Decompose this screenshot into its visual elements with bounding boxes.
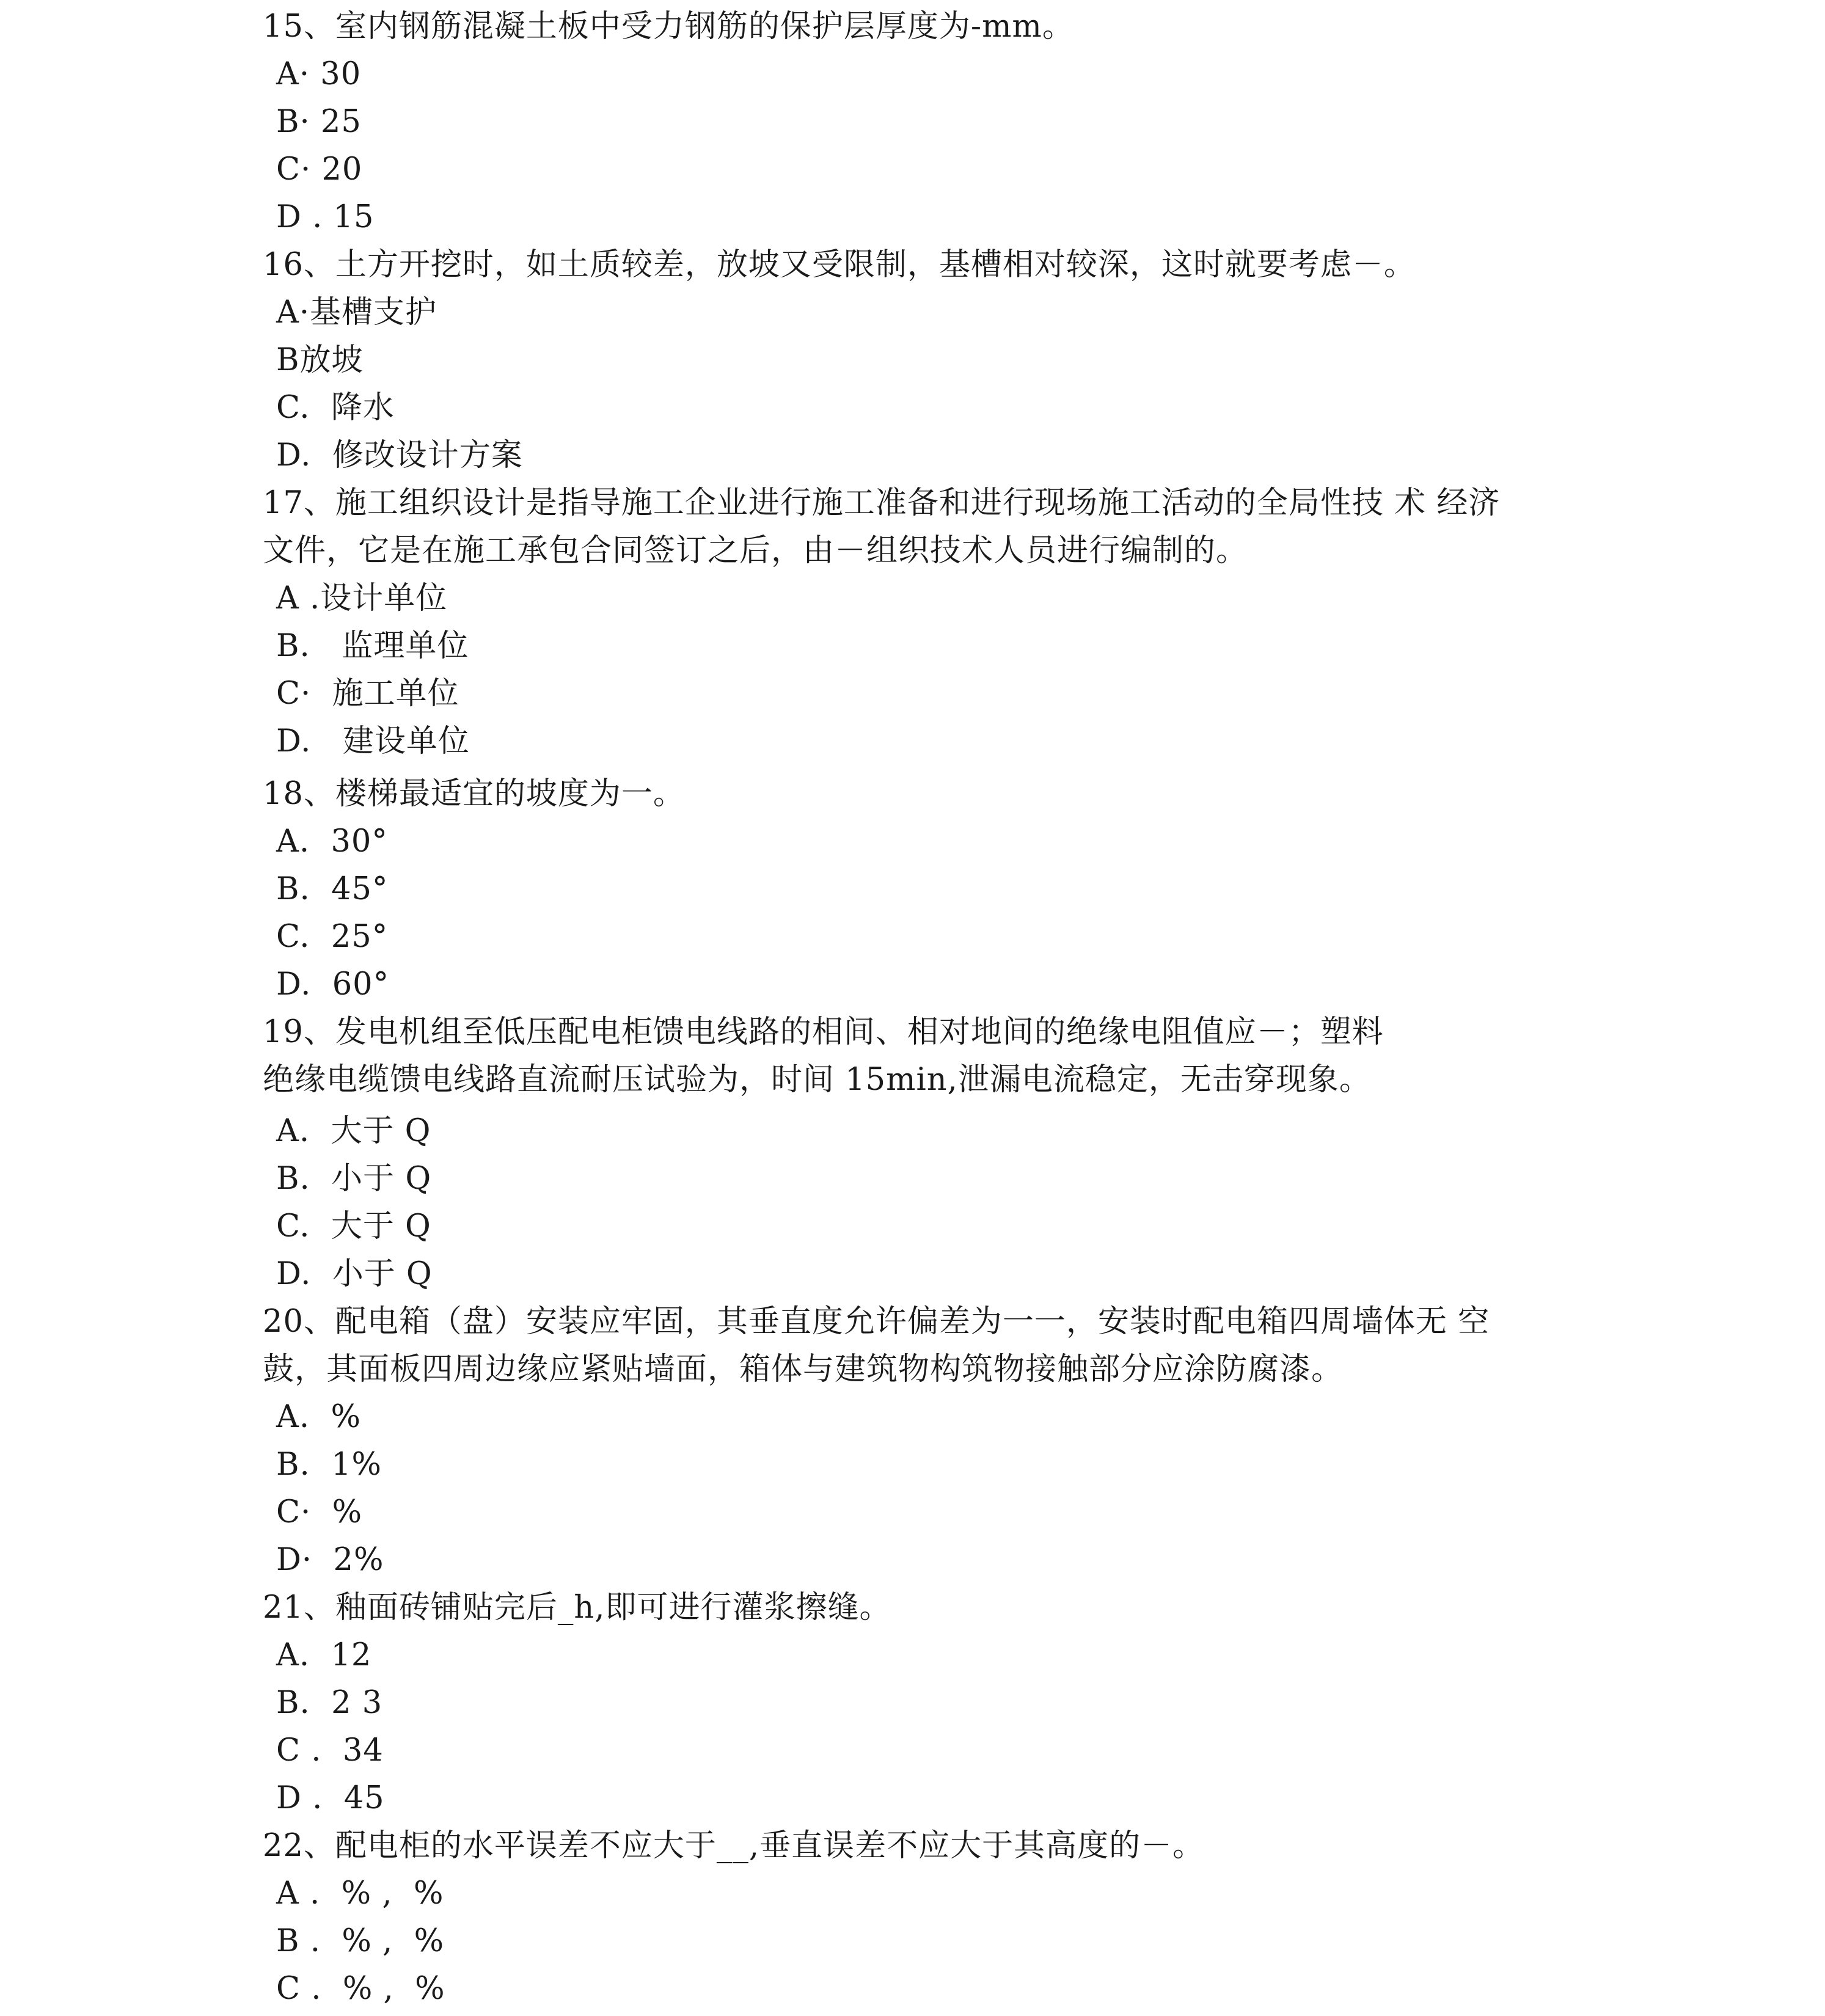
question-17-stem: 17、施工组织设计是指导施工企业进行施工准备和进行现场施工活动的全局性技 术 经济 bbox=[263, 485, 1501, 521]
question-18-option-b: B. 45° bbox=[276, 871, 389, 907]
question-19-option-b: B. 小于 Q bbox=[276, 1161, 432, 1197]
question-20-option-b: B. 1% bbox=[276, 1447, 382, 1483]
question-19-option-d: D. 小于 Q bbox=[276, 1256, 433, 1292]
question-21-option-d: D . 45 bbox=[276, 1780, 385, 1816]
question-17-option-b: B. 监理单位 bbox=[276, 628, 469, 664]
question-20-stem: 20、配电箱（盘）安装应牢固，其垂直度允许偏差为一一，安装时配电箱四周墙体无 空 bbox=[263, 1304, 1490, 1340]
question-17-stem-continued: 文件，它是在施工承包合同签订之后，由－组织技术人员进行编制的。 bbox=[263, 533, 1248, 569]
question-19-option-c: C. 大于 Q bbox=[276, 1208, 431, 1244]
question-20-option-d: D· 2% bbox=[276, 1542, 384, 1578]
question-19-option-a: A. 大于 Q bbox=[276, 1113, 431, 1149]
question-15-option-d: D . 15 bbox=[276, 199, 375, 235]
question-15-option-a: A· 30 bbox=[276, 56, 362, 92]
question-17-option-d: D. 建设单位 bbox=[276, 723, 470, 759]
question-19-stem-continued: 绝缘电缆馈电线路直流耐压试验为，时间 15min,泄漏电流稳定，无击穿现象。 bbox=[263, 1062, 1371, 1098]
question-18-option-d: D. 60° bbox=[276, 966, 390, 1003]
question-16-option-b: B放坡 bbox=[276, 342, 364, 378]
question-20-stem-continued: 鼓，其面板四周边缘应紧贴墙面，箱体与建筑物构筑物接触部分应涂防腐漆。 bbox=[263, 1351, 1344, 1387]
question-21-option-b: B. 2 3 bbox=[276, 1685, 383, 1721]
question-19-stem: 19、发电机组至低压配电柜馈电线路的相间、相对地间的绝缘电阻值应－；塑料 bbox=[263, 1014, 1384, 1050]
question-16-option-d: D. 修改设计方案 bbox=[276, 437, 523, 473]
question-15-option-c: C· 20 bbox=[276, 152, 363, 188]
question-17-option-a: A .设计单位 bbox=[276, 580, 448, 616]
question-22-option-b: B . % , % bbox=[276, 1923, 445, 1959]
question-16-stem: 16、土方开挖时，如土质较差，放坡又受限制，基槽相对较深，这时就要考虑－。 bbox=[263, 247, 1416, 283]
question-20-option-c: C· % bbox=[276, 1494, 363, 1530]
question-17-option-c: C· 施工单位 bbox=[276, 676, 459, 712]
question-15-option-b: B· 25 bbox=[276, 104, 362, 140]
question-21-stem: 21、釉面砖铺贴完后_h,即可进行灌浆擦缝。 bbox=[263, 1590, 891, 1626]
question-21-option-c: C . 34 bbox=[276, 1733, 384, 1769]
question-22-option-c: C . % , % bbox=[276, 1971, 445, 2007]
question-22-stem: 22、配电柜的水平误差不应大于__,垂直误差不应大于其高度的－。 bbox=[263, 1828, 1205, 1864]
question-22-option-a: A . % , % bbox=[276, 1875, 444, 1912]
question-18-option-a: A. 30° bbox=[276, 824, 388, 860]
question-18-option-c: C. 25° bbox=[276, 919, 389, 955]
question-21-option-a: A. 12 bbox=[276, 1637, 372, 1673]
question-18-stem: 18、楼梯最适宜的坡度为一。 bbox=[263, 776, 685, 812]
question-16-option-c: C. 降水 bbox=[276, 390, 395, 426]
question-20-option-a: A. % bbox=[276, 1399, 361, 1435]
question-16-option-a: A·基槽支护 bbox=[276, 294, 437, 331]
question-15-stem: 15、室内钢筋混凝土板中受力钢筋的保护层厚度为-mm。 bbox=[263, 9, 1074, 45]
